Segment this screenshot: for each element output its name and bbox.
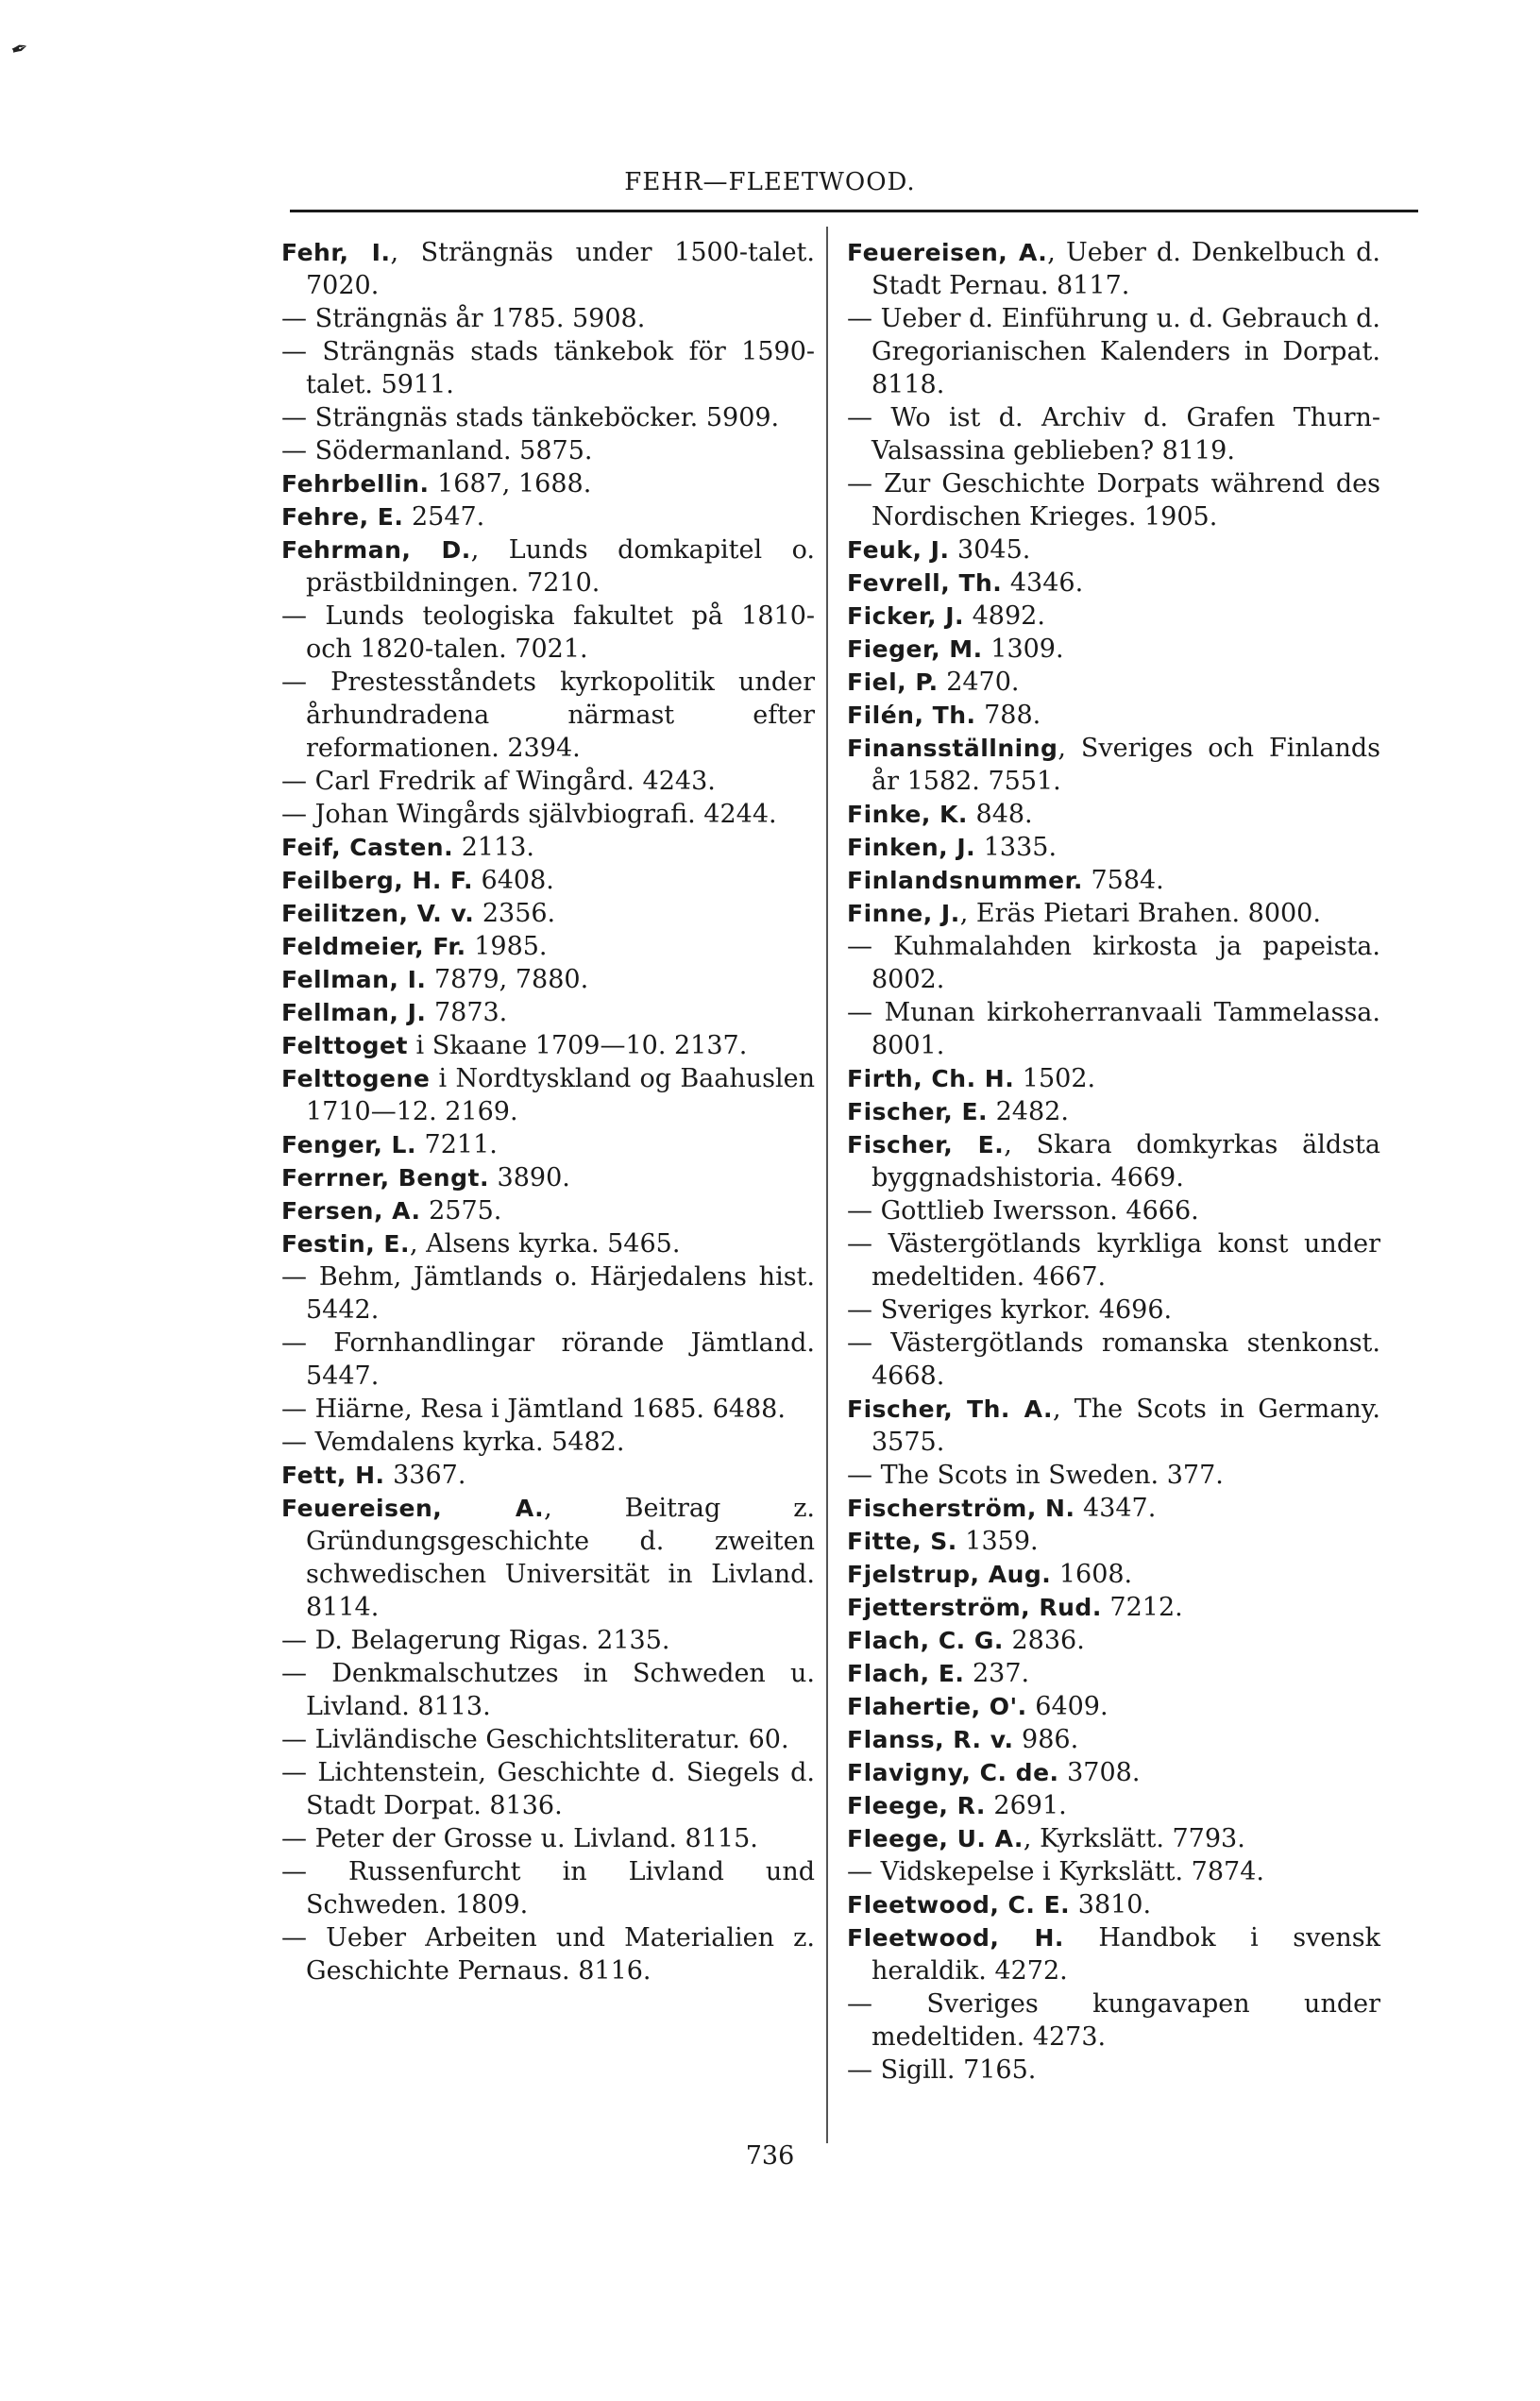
entry-heading: Ferrner, Bengt. [281, 1164, 489, 1192]
index-entry [847, 831, 1380, 864]
entry-text: — Hiärne, Resa i Jämtland 1685. 6488. [281, 1395, 786, 1424]
entry-heading: Feif, Casten. [281, 834, 454, 861]
entry-text: 3708. [1058, 1758, 1141, 1787]
entry-heading: Flahertie, O'. [847, 1693, 1027, 1720]
entry-text: , Beitrag z. Gründungsgeschichte d. zweiten schwedischen Universität in Livland. 8114. [306, 1494, 815, 1622]
index-entry [281, 1062, 815, 1128]
index-entry [847, 1921, 1380, 1987]
entry-heading: Fischerström, N. [847, 1495, 1075, 1522]
index-entry [847, 666, 1380, 699]
index-entry [281, 996, 815, 1029]
entry-heading: Finke, K. [847, 801, 968, 828]
entry-text: — Prestesståndets kyrkopolitik under århundradena närmast efter reformationen. 2394. [281, 668, 815, 763]
index-entry [281, 335, 815, 401]
index-entry [281, 236, 815, 302]
index-entry [281, 1822, 815, 1855]
entry-text: 4346. [1002, 568, 1084, 598]
entry-heading: Felttoget [281, 1032, 408, 1059]
index-entry [847, 1756, 1380, 1789]
entry-text: , Strängnäs under 1500-talet. 7020. [306, 238, 815, 300]
index-entry [847, 1591, 1380, 1624]
entry-text: — Russenfurcht in Livland und Schweden. 1809. [281, 1857, 815, 1919]
index-entry [281, 401, 815, 434]
index-entry [281, 897, 815, 930]
entry-heading: Flavigny, C. de. [847, 1759, 1059, 1786]
entry-text: 1335. [975, 833, 1058, 862]
entry-text: 3810. [1070, 1890, 1152, 1919]
entry-text: — Wo ist d. Archiv d. Grafen Thurn-Valsassina geblieben? 8119. [847, 403, 1380, 465]
entry-text: 848. [967, 800, 1033, 829]
entry-text: 2113. [453, 833, 534, 862]
entry-text: 7584. [1082, 866, 1164, 895]
index-entry [281, 1426, 815, 1459]
index-entry [847, 732, 1380, 798]
entry-text: — Gottlieb Iwersson. 4666. [847, 1196, 1199, 1226]
index-entry [281, 434, 815, 467]
entry-text: — Lunds teologiska fakultet på 1810- och 1820-talen. 7021. [281, 601, 815, 664]
entry-text: — Munan kirkoherranvaali Tammelassa. 8001. [847, 998, 1380, 1060]
index-entry [281, 1194, 815, 1227]
index-entry [847, 1459, 1380, 1492]
index-entry [847, 1393, 1380, 1459]
entry-heading: Finansställning [847, 735, 1058, 762]
entry-heading: Fjetterström, Rud. [847, 1594, 1102, 1621]
entry-text: — Lichtenstein, Geschichte d. Siegels d. Stadt Dorpat. 8136. [281, 1758, 815, 1820]
column-divider [826, 227, 828, 2143]
entry-heading: Fellman, J. [281, 999, 427, 1026]
index-entry [281, 831, 815, 864]
entry-text: 2575. [420, 1196, 502, 1226]
index-entry [847, 897, 1380, 930]
entry-heading: Fischer, E. [847, 1131, 1005, 1158]
entry-text: — Fornhandlingar rörande Jämtland. 5447. [281, 1328, 815, 1391]
entry-heading: Finne, J. [847, 900, 960, 927]
entry-text: , Skara domkyrkas äldsta byggnadshistoria. 4669. [872, 1130, 1380, 1192]
entry-text: 3367. [384, 1461, 466, 1490]
index-entry [281, 798, 815, 831]
index-entry [847, 1657, 1380, 1690]
entry-text: — Peter der Grosse u. Livland. 8115. [281, 1824, 758, 1853]
entry-text: 2691. [985, 1791, 1067, 1820]
entry-heading: Finlandsnummer. [847, 867, 1083, 894]
entry-text: 2470. [938, 668, 1020, 697]
entry-text: 1985. [465, 932, 548, 961]
index-entry [847, 930, 1380, 996]
entry-heading: Fiel, P. [847, 668, 939, 696]
index-entry [847, 1822, 1380, 1855]
entry-text: — Livländische Geschichtsliteratur. 60. [281, 1725, 789, 1754]
entry-heading: Flach, E. [847, 1660, 965, 1687]
index-entry [847, 1095, 1380, 1128]
entry-heading: Fevrell, Th. [847, 569, 1003, 597]
index-entry [281, 1260, 815, 1327]
page-header: FEHR—FLEETWOOD. [624, 168, 916, 196]
entry-heading: Fleege, U. A. [847, 1825, 1024, 1852]
entry-heading: Feldmeier, Fr. [281, 933, 466, 960]
entry-text: — Strängnäs år 1785. 5908. [281, 304, 646, 333]
entry-text: — Carl Fredrik af Wingård. 4243. [281, 767, 716, 796]
index-entry [281, 864, 815, 897]
index-column-right [847, 236, 1380, 2087]
entry-text: — Sigill. 7165. [847, 2055, 1037, 2085]
entry-heading: Finken, J. [847, 834, 976, 861]
entry-heading: Fehr, I. [281, 239, 391, 266]
entry-text: — Strängnäs stads tänkebok för 1590-talet. 5911. [281, 337, 815, 399]
entry-text: 237. [964, 1659, 1030, 1688]
index-entry [847, 467, 1380, 533]
entry-text: 6409. [1026, 1692, 1108, 1721]
index-entry [281, 1624, 815, 1657]
entry-text: 2356. [474, 899, 556, 928]
index-entry [847, 996, 1380, 1062]
entry-heading: Filén, Th. [847, 702, 976, 729]
index-entry [847, 1789, 1380, 1822]
entry-text: — Västergötlands kyrkliga konst under medeltiden. 4667. [847, 1229, 1380, 1292]
index-entry [847, 864, 1380, 897]
entry-heading: Fleege, R. [847, 1792, 986, 1819]
entry-text: — D. Belagerung Rigas. 2135. [281, 1626, 670, 1655]
entry-heading: Fett, H. [281, 1462, 385, 1489]
entry-heading: Fischer, Th. A. [847, 1395, 1053, 1423]
entry-heading: Flanss, R. v. [847, 1726, 1014, 1753]
entry-heading: Ficker, J. [847, 602, 965, 630]
index-entry [281, 302, 815, 335]
entry-text: 7879, 7880. [426, 965, 589, 994]
entry-text: 6408. [472, 866, 554, 895]
entry-heading: Feilberg, H. F. [281, 867, 473, 894]
entry-text: Handbok i svensk heraldik. 4272. [872, 1923, 1380, 1986]
entry-text: , Alsens kyrka. 5465. [410, 1229, 681, 1259]
entry-heading: Feuereisen, A. [281, 1495, 545, 1522]
index-entry [281, 1393, 815, 1426]
entry-text: 2482. [988, 1097, 1069, 1126]
index-entry [281, 500, 815, 533]
index-entry [281, 930, 815, 963]
index-entry [847, 1723, 1380, 1756]
index-entry [281, 765, 815, 798]
entry-text: , Sveriges och Finlands år 1582. 7551. [872, 734, 1380, 796]
index-entry [847, 1062, 1380, 1095]
entry-heading: Fellman, I. [281, 966, 427, 993]
entry-text: — Denkmalschutzes in Schweden u. Livland. 8113. [281, 1659, 815, 1721]
entry-text: — Vidskepelse i Kyrkslätt. 7874. [847, 1857, 1264, 1886]
entry-heading: Fleetwood, C. E. [847, 1891, 1071, 1919]
index-entry [847, 600, 1380, 633]
entry-text: — Västergötlands romanska stenkonst. 4668. [847, 1328, 1380, 1391]
entry-text: — The Scots in Sweden. 377. [847, 1461, 1224, 1490]
index-entry [281, 963, 815, 996]
entry-text: , Lunds domkapitel o. prästbildningen. 7210. [306, 535, 815, 598]
entry-text: 1359. [956, 1527, 1039, 1556]
index-entry [847, 2054, 1380, 2087]
entry-text: , Kyrkslätt. 7793. [1023, 1824, 1245, 1853]
index-entry [847, 1690, 1380, 1723]
index-entry [281, 1227, 815, 1260]
entry-text: — Sveriges kungavapen under medeltiden. 4273. [847, 1989, 1380, 2052]
entry-heading: Feilitzen, V. v. [281, 900, 475, 927]
entry-heading: Fitte, S. [847, 1528, 957, 1555]
entry-heading: Fjelstrup, Aug. [847, 1561, 1052, 1588]
index-entry [847, 1492, 1380, 1525]
index-entry [847, 566, 1380, 600]
index-column-left [281, 236, 815, 1987]
entry-text: — Behm, Jämtlands o. Härjedalens hist. 5442. [281, 1262, 815, 1325]
entry-text: , Ueber d. Denkelbuch d. Stadt Pernau. 8117. [872, 238, 1380, 300]
index-entry [281, 1459, 815, 1492]
entry-heading: Fischer, E. [847, 1098, 989, 1125]
index-entry [847, 1987, 1380, 2054]
index-entry [847, 1227, 1380, 1293]
index-entry [281, 1921, 815, 1987]
entry-text: 788. [975, 701, 1041, 730]
corner-mark: ✒ [8, 35, 33, 64]
index-entry [281, 1327, 815, 1393]
index-entry [281, 533, 815, 600]
entry-heading: Fenger, L. [281, 1131, 416, 1158]
index-entry [847, 699, 1380, 732]
index-entry [847, 302, 1380, 401]
entry-text: 2547. [403, 502, 485, 532]
index-entry [281, 1029, 815, 1062]
entry-text: , The Scots in Germany. 3575. [872, 1395, 1380, 1457]
entry-heading: Fehre, E. [281, 503, 404, 531]
index-entry [281, 1492, 815, 1624]
index-entry [281, 1855, 815, 1921]
entry-heading: Fehrman, D. [281, 536, 471, 564]
entry-text: 4347. [1075, 1494, 1157, 1523]
entry-text: 1309. [982, 634, 1064, 664]
index-entry [847, 236, 1380, 302]
index-entry [847, 1128, 1380, 1194]
entry-text: 3890. [488, 1163, 570, 1192]
entry-text: — Zur Geschichte Dorpats während des Nordischen Krieges. 1905. [847, 469, 1380, 532]
index-entry [281, 467, 815, 500]
header-rule [290, 210, 1418, 212]
entry-heading: Firth, Ch. H. [847, 1065, 1015, 1092]
index-entry [281, 600, 815, 666]
entry-text: — Strängnäs stads tänkeböcker. 5909. [281, 403, 780, 432]
index-entry [281, 1161, 815, 1194]
index-entry [847, 1525, 1380, 1558]
entry-text: 2836. [1003, 1626, 1085, 1655]
entry-text: 7873. [426, 998, 508, 1027]
index-entry [847, 1558, 1380, 1591]
entry-text: — Kuhmalahden kirkosta ja papeista. 8002. [847, 932, 1380, 994]
entry-text: i Skaane 1709—10. 2137. [407, 1031, 748, 1060]
entry-heading: Fieger, M. [847, 635, 983, 663]
entry-text: — Södermanland. 5875. [281, 436, 593, 465]
index-entry [281, 1723, 815, 1756]
page-number: 736 [745, 2141, 795, 2171]
index-entry [281, 666, 815, 765]
entry-heading: Flach, C. G. [847, 1627, 1004, 1654]
entry-text: — Ueber Arbeiten und Materialien z. Geschichte Pernaus. 8116. [281, 1923, 815, 1986]
index-entry [847, 1624, 1380, 1657]
entry-text: , Eräs Pietari Brahen. 8000. [959, 899, 1321, 928]
entry-heading: Festin, E. [281, 1230, 410, 1258]
index-entry [281, 1756, 815, 1822]
entry-text: 986. [1013, 1725, 1079, 1754]
entry-text: 7211. [415, 1130, 498, 1159]
index-entry [281, 1657, 815, 1723]
entry-text: 4892. [964, 601, 1045, 631]
index-entry [847, 1327, 1380, 1393]
entry-text: — Vemdalens kyrka. 5482. [281, 1428, 625, 1457]
entry-text: 1608. [1051, 1560, 1133, 1589]
entry-text: 1502. [1014, 1064, 1096, 1093]
index-entry [847, 633, 1380, 666]
entry-text: — Johan Wingårds självbiografi. 4244. [281, 800, 777, 829]
index-entry [847, 798, 1380, 831]
entry-text: 1687, 1688. [429, 469, 592, 499]
index-entry [847, 401, 1380, 467]
entry-heading: Fehrbellin. [281, 470, 430, 498]
entry-text: 7212. [1101, 1593, 1183, 1622]
entry-heading: Felttogene [281, 1065, 431, 1092]
entry-heading: Fersen, A. [281, 1197, 421, 1225]
index-entry [847, 1293, 1380, 1327]
index-entry [847, 1194, 1380, 1227]
entry-heading: Feuereisen, A. [847, 239, 1048, 266]
entry-text: i Nordtyskland og Baahuslen 1710—12. 2169. [306, 1064, 815, 1126]
entry-text: — Sveriges kyrkor. 4696. [847, 1295, 1173, 1325]
entry-heading: Fleetwood, H. [847, 1924, 1064, 1952]
entry-text: 3045. [949, 535, 1031, 565]
entry-text: — Ueber d. Einführung u. d. Gebrauch d. Gregorianischen Kalenders in Dorpat. 8118. [847, 304, 1380, 399]
index-entry [847, 1888, 1380, 1921]
index-entry [847, 533, 1380, 566]
index-entry [847, 1855, 1380, 1888]
index-entry [281, 1128, 815, 1161]
entry-heading: Feuk, J. [847, 536, 950, 564]
